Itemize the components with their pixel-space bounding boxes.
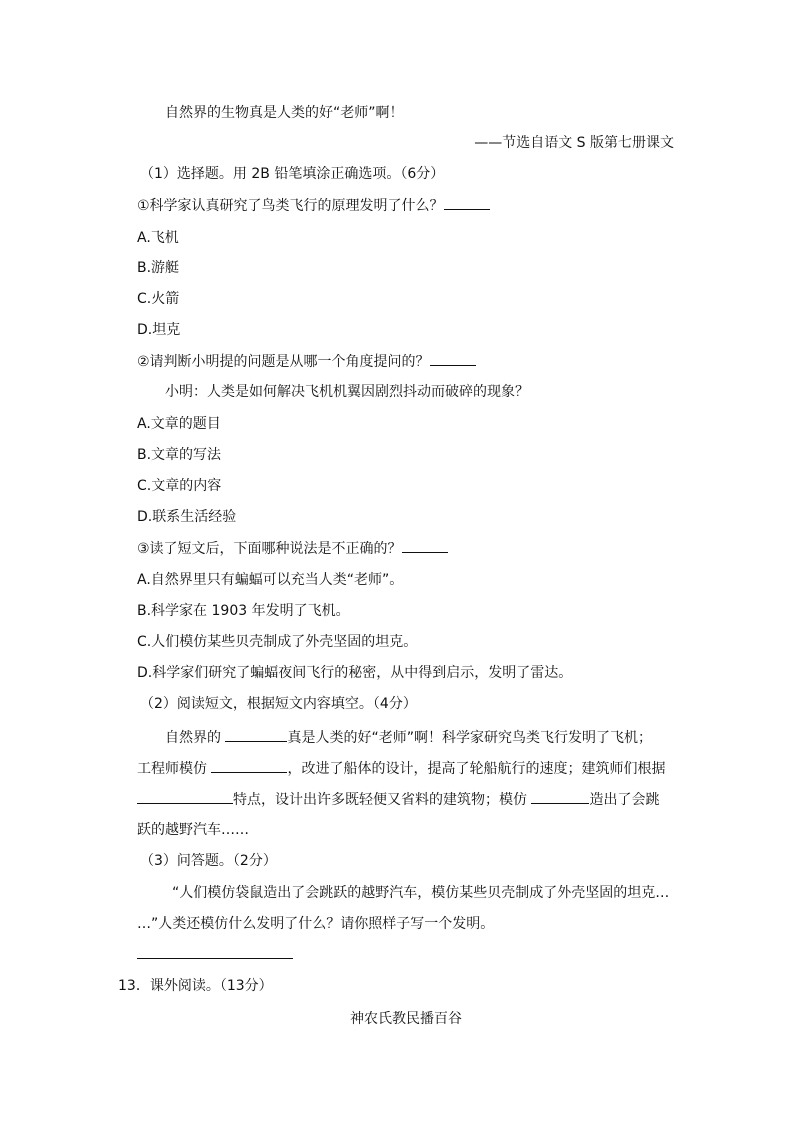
part2-text-3a: 特点，设计出许多既轻便又省料的建筑物；模仿 [233,792,532,808]
part2-text-3b: 造出了会跳 [589,792,660,808]
part3-heading: （3）问答题。（2分） [140,853,277,869]
fill-blank-2[interactable] [211,758,287,773]
q1-option-b[interactable]: B.游艇 [137,260,180,276]
part2-heading: （2）阅读短文，根据短文内容填空。（4分） [140,696,417,712]
q3-option-b[interactable]: B.科学家在 1903 年发明了飞机。 [137,603,350,619]
fill-blank-4[interactable] [531,789,589,804]
q2-answer-blank[interactable] [430,351,476,366]
q1-option-d[interactable]: D.坦克 [137,322,181,338]
q3-stem [137,538,448,559]
fill-blank-3[interactable] [137,789,233,804]
q2-option-d[interactable]: D.联系生活经验 [137,509,237,525]
fill-blank-1[interactable] [225,727,287,742]
q1-answer-blank[interactable] [444,195,490,210]
part2-text-2a: 工程师模仿 [137,761,212,777]
q2-quote: 小明：人类是如何解决飞机机翼因剧烈抖动而破碎的现象？ [165,384,529,400]
q1-stem-text: ①科学家认真研究了鸟类飞行的原理发明了什么？ [137,198,444,214]
q3-answer-blank[interactable] [402,538,448,553]
part3-answer-line[interactable] [137,958,293,959]
q3-stem-text: ③读了短文后，下面哪种说法是不正确的？ [137,541,402,557]
q2-option-b[interactable]: B.文章的写法 [137,447,222,463]
part2-line-3 [137,789,659,810]
q13-passage-title: 神农氏教民播百谷 [350,1011,462,1027]
part2-text-1a: 自然界的 [165,730,226,746]
part2-line-2 [137,758,665,779]
q3-option-d[interactable]: D.科学家们研究了蝙蝠夜间飞行的秘密，从中得到启示，发明了雷达。 [137,665,573,681]
part2-line-4: 跃的越野汽车…… [137,822,249,838]
q2-stem [137,351,476,372]
part3-prompt-line-1: “人们模仿袋鼠造出了会跳跃的越野汽车，模仿某些贝壳制成了外壳坚固的坦克… [172,885,670,901]
part2-line-1 [165,727,652,748]
q13-heading: 13．课外阅读。（13分） [118,978,273,994]
q2-option-c[interactable]: C.文章的内容 [137,478,222,494]
part2-text-2b: ，改进了船体的设计，提高了轮船航行的速度；建筑师们根据 [287,761,666,777]
q1-option-a[interactable]: A.飞机 [137,230,179,246]
q3-option-a[interactable]: A.自然界里只有蝙蝠可以充当人类“老师”。 [137,572,404,588]
part1-heading: （1）选择题。用 2B 铅笔填涂正确选项。（6分） [140,166,445,182]
q1-option-c[interactable]: C.火箭 [137,291,180,307]
part2-text-1b: 真是人类的好“老师”啊！科学家研究鸟类飞行发明了飞机； [287,730,652,746]
passage-source: ——节选自语文 S 版第七册课文 [474,135,674,151]
q2-option-a[interactable]: A.文章的题目 [137,416,221,432]
part3-prompt-line-2: …”人类还模仿什么发明了什么？请你照样子写一个发明。 [137,916,495,932]
passage-closing-sentence: 自然界的生物真是人类的好“老师”啊！ [165,105,404,121]
q2-stem-text: ②请判断小明提的问题是从哪一个角度提问的？ [137,354,430,370]
q1-stem [137,195,490,216]
q3-option-c[interactable]: C.人们模仿某些贝壳制成了外壳坚固的坦克。 [137,634,418,650]
